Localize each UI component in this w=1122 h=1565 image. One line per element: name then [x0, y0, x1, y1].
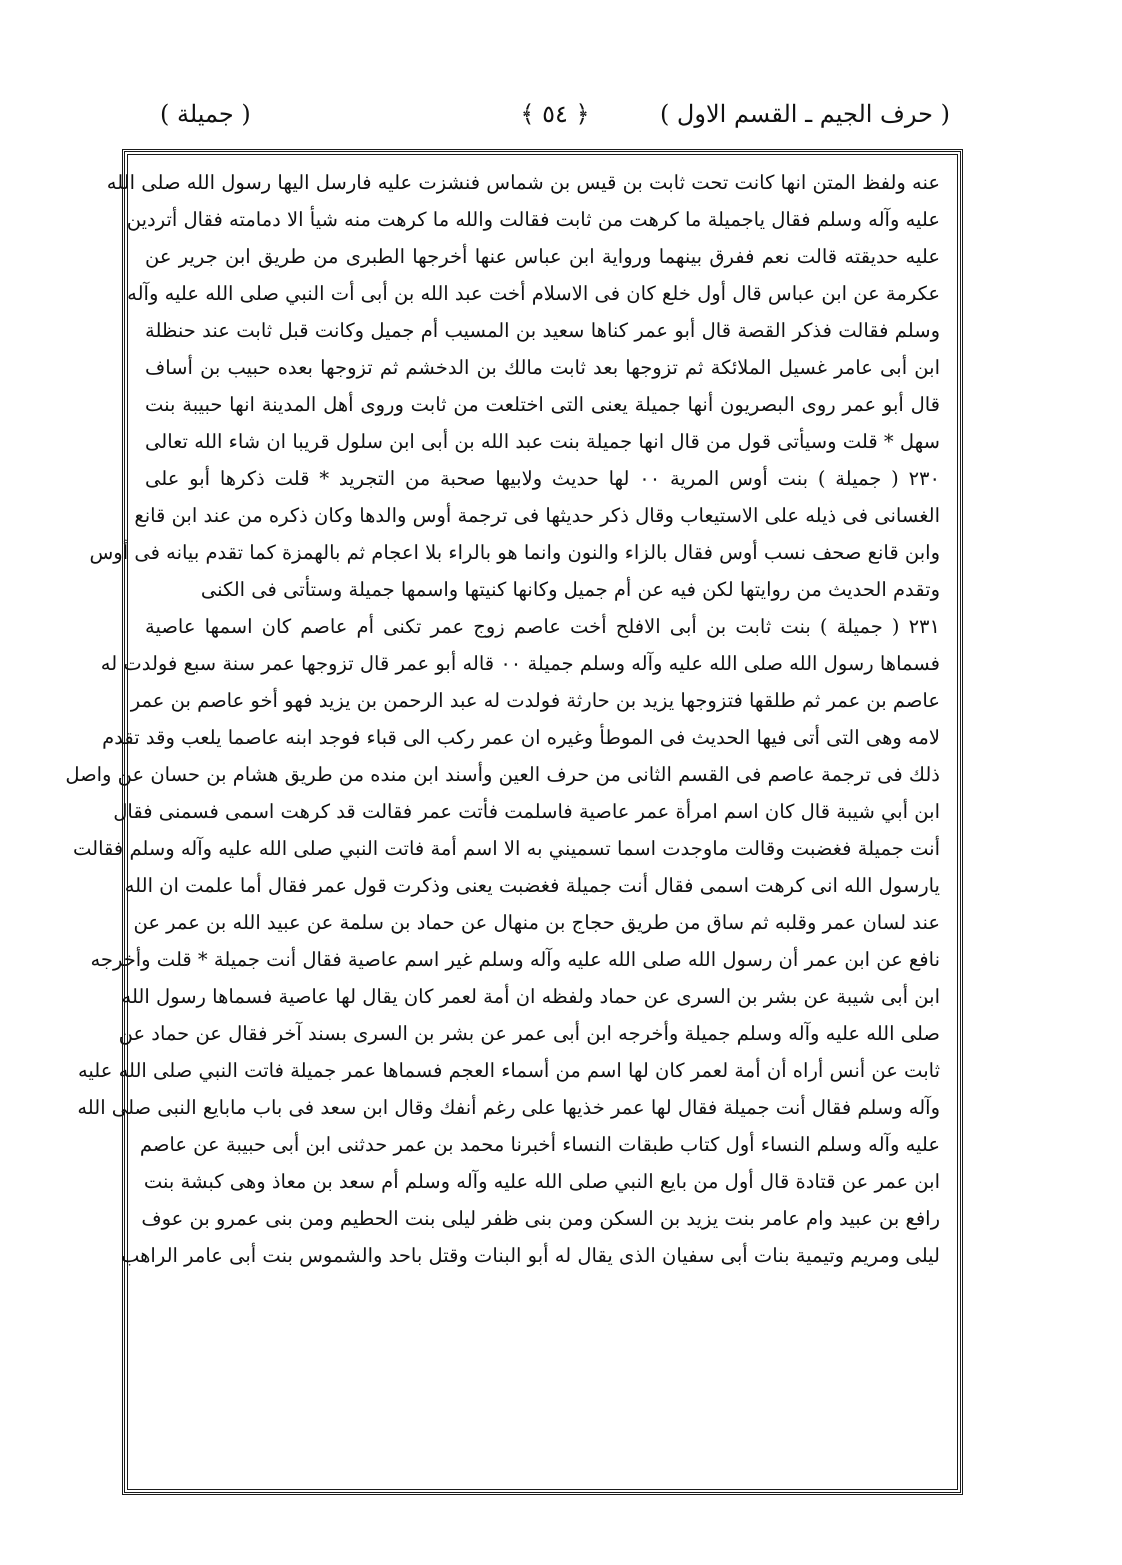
entry-231-heading-line: ٢٣١ ( جميلة ) بنت ثابت بن أبى الافلح أخت عاصم زوج عمر تكنى أم عاصم كان اسمها عاصية [145, 615, 940, 638]
text-line: ابن أبى شيبة عن بشر بن السرى عن حماد ولفظه ان أمة لعمر كان يقال لها عاصية فسماها رسول الله [121, 985, 940, 1008]
text-line: وتقدم الحديث من روايتها لكن فيه عن أم جميل وكانها كنيتها واسمها جميلة وستأتى فى الكنى [200, 578, 940, 601]
text-line: لامه وهى التى أتى فيها الحديث فى الموطأ وغيره ان عمر ركب الى قباء فوجد ابنه عاصما يلعب وقد تقدم [102, 726, 940, 749]
text-line: يارسول الله انى كرهت اسمى فقال أنت جميلة فغضبت يعنى وذكرت قول عمر فقال أما علمت ان الله [124, 874, 940, 897]
text-line: ليلى ومريم وتيمية بنات أبى سفيان الذى يقال له أبو البنات وقتل باحد والشموس بنت أبى عامر الراهب [120, 1244, 940, 1267]
text-line: عليه وآله وسلم النساء أول كتاب طبقات النساء أخبرنا محمد بن عمر حدثنى ابن أبى حبيبة عن عاصم [139, 1133, 940, 1156]
text-line: عكرمة عن ابن عباس قال أول خلع كان فى الاسلام أخت عبد الله بن أبى أت النبي صلى الله عليه وآله [127, 282, 940, 305]
text-line: عاصم بن عمر ثم طلقها فتزوجها يزيد بن حارثة فولدت له عبد الرحمن بن يزيد فهو أخو عاصم بن عمر [130, 689, 940, 712]
text-line: ابن عمر عن قتادة قال أول من بايع النبي صلى الله عليه وآله وسلم أم سعد بن معاذ وهى كبشة بنت [143, 1170, 940, 1193]
text-line: وآله وسلم فقال أنت جميلة فقال لها عمر خذيها على رغم أنفك وقال ابن سعد فى باب مابايع النبى صلى الله [77, 1096, 940, 1119]
page-number: ﴿ ٥٤ ﴾ [520, 100, 590, 128]
text-line: أنت جميلة فغضبت وقالت ماوجدت اسما تسميني به الا اسم أمة فاتت النبي صلى الله عليه وآله وسلم فقالت [73, 837, 940, 860]
text-line: سهل * قلت وسيأتى قول من قال انها جميلة بنت عبد الله بن أبى ابن سلول قريبا ان شاء الله تعالى [145, 430, 940, 453]
text-line: الغسانى فى ذيله على الاستيعاب وقال ذكر حديثها فى ترجمة أوس والدها وكان ذكره من عند ابن قانع [134, 504, 940, 527]
body-text [65, 164, 940, 1274]
text-line: رافع بن عبيد وام عامر بنت يزيد بن السكن ومن بنى ظفر ليلى بنت الحطيم ومن بنى عمرو بن عوف [141, 1207, 940, 1230]
text-line: وسلم فقالت فذكر القصة قال أبو عمر كناها سعيد بن المسيب أم جميل وكانت قبل ثابت عند حنظلة [145, 319, 940, 342]
text-line: وابن قانع صحف نسب أوس فقال بالزاء والنون وانما هو بالراء بلا اعجام ثم بالهمزة كما تقدم بيانه فى أوس [89, 541, 940, 564]
running-entry-name: ( جميلة ) [160, 100, 251, 128]
running-title: ( حرف الجيم ـ القسم الاول ) [659, 100, 950, 128]
page-header [160, 100, 950, 144]
text-line: عند لسان عمر وقلبه ثم ساق من طريق حجاج بن منهال عن حماد بن سلمة عن عبيد الله بن عمر عن [133, 911, 940, 934]
text-line: ثابت عن أنس أراه أن أمة لعمر كان لها اسم من أسماء العجم فسماها عمر جميلة فاتت النبي صلى الله عليه [77, 1059, 940, 1082]
text-line: ابن أبي شيبة قال كان اسم امرأة عمر عاصية فاسلمت فأتت عمر فقالت قد كرهت اسمى فسمنى فقال [113, 800, 940, 823]
text-line: فسماها رسول الله صلى الله عليه وآله وسلم جميلة ٠٠ قاله أبو عمر قال تزوجها عمر سنة سبع فولدت له [100, 652, 940, 675]
text-line: عليه وآله وسلم فقال ياجميلة ما كرهت من ثابت فقالت والله ما كرهت منه شيأ الا دمامته فقال أتردين [126, 208, 940, 231]
text-line: عنه ولفظ المتن انها كانت تحت ثابت بن قيس بن شماس فنشزت عليه فارسل اليها رسول الله صلى الله [106, 171, 940, 194]
text-line: نافع عن ابن عمر أن رسول الله صلى الله عليه وآله وسلم غير اسم عاصية فقال أنت جميلة * قلت وأخرجه [90, 948, 940, 971]
text-line: عليه حديقته قالت نعم ففرق بينهما ورواية ابن عباس عنها أخرجها الطبرى من طريق ابن جرير عن [145, 245, 940, 268]
text-line: ذلك فى ترجمة عاصم فى القسم الثانى من حرف العين وأسند ابن منده من طريق هشام بن حسان عن واصل [65, 763, 940, 786]
text-line: ابن أبى عامر غسيل الملائكة ثم تزوجها بعد ثابت مالك بن الدخشم ثم تزوجها بعده حبيب بن أساف [145, 356, 940, 379]
text-line: قال أبو عمر روى البصريون أنها جميلة يعنى التى اختلعت من ثابت وروى أهل المدينة انها حبيبة بنت [145, 393, 940, 416]
text-line: صلى الله عليه وآله وسلم جميلة وأخرجه ابن أبى عمر عن بشر بن السرى بسند آخر فقال عن حماد عن [118, 1022, 940, 1045]
entry-230-heading-line: ٢٣٠ ( جميلة ) بنت أوس المرية ٠٠ لها حديث ولابيها صحبة من التجريد * قلت ذكرها أبو على [145, 467, 940, 490]
